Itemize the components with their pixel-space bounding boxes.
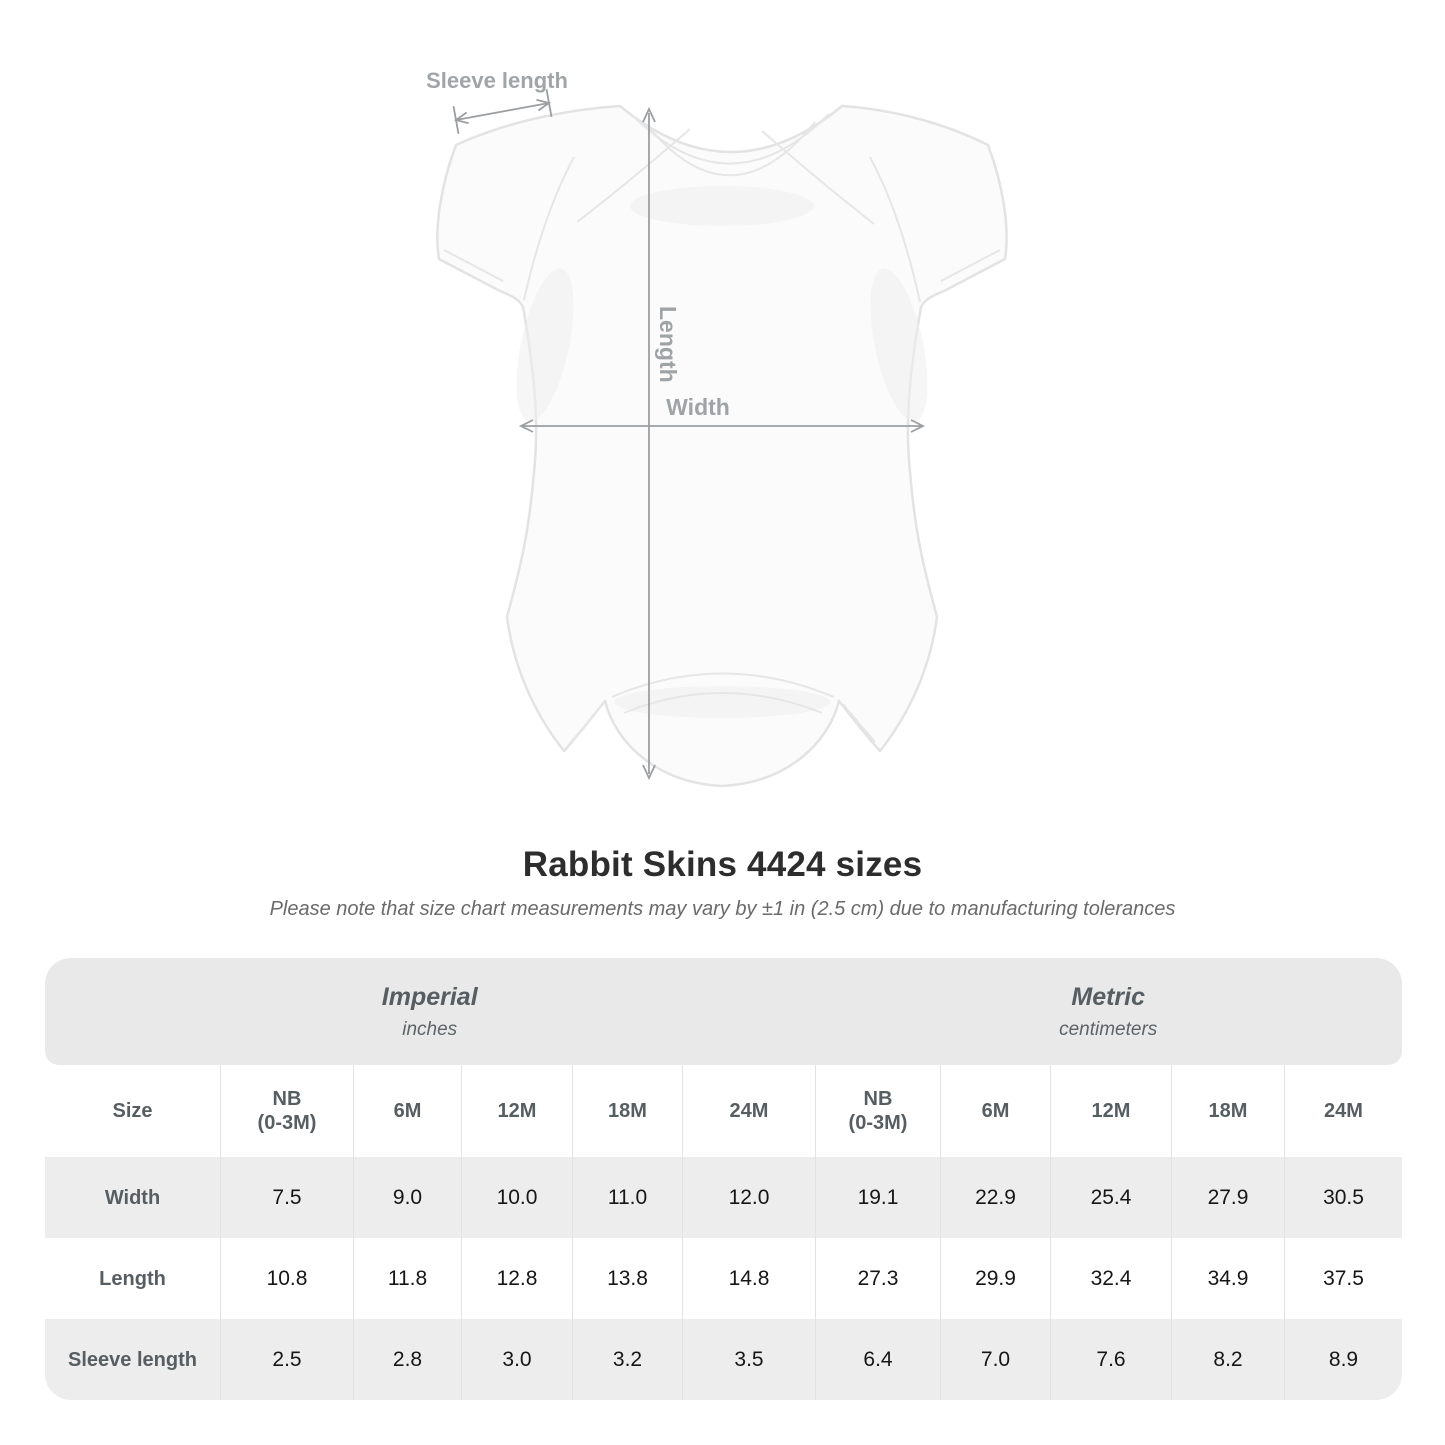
unit-group-header xyxy=(45,958,1402,1065)
column-header-6m-imperial xyxy=(353,1065,461,1157)
table-cell: 27.9 xyxy=(1171,1157,1284,1238)
table-cell: 9.0 xyxy=(353,1157,461,1238)
table-cell: 10.8 xyxy=(220,1238,353,1319)
column-header-24m-imperial xyxy=(682,1065,815,1157)
column-header-18m-metric xyxy=(1171,1065,1284,1157)
table-cell: 12.8 xyxy=(461,1238,572,1319)
table-cell: 3.5 xyxy=(682,1319,815,1400)
metric-group-header xyxy=(814,983,1402,1041)
table-cell: 30.5 xyxy=(1284,1157,1402,1238)
imperial-unit: inches xyxy=(402,1018,458,1040)
width-label: Width xyxy=(666,394,730,420)
table-cell: 27.3 xyxy=(815,1238,940,1319)
table-cell: 10.0 xyxy=(461,1157,572,1238)
row-label: Length xyxy=(99,1267,166,1290)
table-cell: 7.0 xyxy=(940,1319,1050,1400)
table-row-width xyxy=(45,1157,1402,1238)
table-row-length xyxy=(45,1238,1402,1319)
table-cell: 7.6 xyxy=(1050,1319,1171,1400)
table-cell: 3.2 xyxy=(572,1319,682,1400)
column-header-line: 12M xyxy=(1091,1100,1131,1122)
column-header-line: NB xyxy=(272,1088,302,1110)
table-cell: 7.5 xyxy=(220,1157,353,1238)
table-cell: 11.8 xyxy=(353,1238,461,1319)
metric-label: Metric xyxy=(1071,982,1146,1011)
page-title: Rabbit Skins 4424 sizes xyxy=(522,845,923,884)
table-cell: 3.0 xyxy=(461,1319,572,1400)
imperial-group-header xyxy=(45,983,814,1041)
column-header-line: (0-3M) xyxy=(257,1112,317,1134)
column-header-12m-imperial xyxy=(461,1065,572,1157)
column-header-line: 18M xyxy=(608,1100,647,1122)
table-cell: 22.9 xyxy=(940,1157,1050,1238)
row-label: Width xyxy=(104,1186,161,1209)
table-cell: 29.9 xyxy=(940,1238,1050,1319)
column-header-nb-imperial xyxy=(220,1065,353,1157)
column-header-line: (0-3M) xyxy=(848,1112,908,1134)
table-cell: 2.8 xyxy=(353,1319,461,1400)
length-label: Length xyxy=(655,306,681,383)
row-label: Sleeve length xyxy=(68,1348,197,1371)
column-header-nb-metric xyxy=(815,1065,940,1157)
table-cell: 11.0 xyxy=(572,1157,682,1238)
table-cell: 2.5 xyxy=(220,1319,353,1400)
table-row-sleeve-length xyxy=(45,1319,1402,1400)
column-header-24m-metric xyxy=(1284,1065,1402,1157)
column-header-12m-metric xyxy=(1050,1065,1171,1157)
table-cell: 25.4 xyxy=(1050,1157,1171,1238)
size-chart-table xyxy=(45,958,1402,1400)
size-column-header: Size xyxy=(112,1100,153,1122)
column-header-line: 6M xyxy=(393,1100,422,1122)
column-header-6m-metric xyxy=(940,1065,1050,1157)
column-header-line: 24M xyxy=(729,1100,769,1122)
column-header-line: 18M xyxy=(1208,1100,1248,1122)
title-block xyxy=(0,845,1445,921)
table-cell: 37.5 xyxy=(1284,1238,1402,1319)
column-header-line: NB xyxy=(863,1088,893,1110)
table-cell: 8.9 xyxy=(1284,1319,1402,1400)
tolerance-note: Please note that size chart measurements may vary by ±1 in (2.5 cm) due to manufacturing tolerances xyxy=(269,898,1176,920)
size-header-row xyxy=(45,1065,1402,1157)
imperial-label: Imperial xyxy=(381,982,478,1011)
table-cell: 14.8 xyxy=(682,1238,815,1319)
metric-unit: centimeters xyxy=(1059,1018,1158,1040)
column-header-line: 12M xyxy=(497,1100,537,1122)
table-cell: 32.4 xyxy=(1050,1238,1171,1319)
column-header-line: 6M xyxy=(981,1100,1010,1122)
table-cell: 12.0 xyxy=(682,1157,815,1238)
table-cell: 8.2 xyxy=(1171,1319,1284,1400)
column-header-18m-imperial xyxy=(572,1065,682,1157)
sleeve-length-label: Sleeve length xyxy=(426,68,568,93)
table-cell: 13.8 xyxy=(572,1238,682,1319)
bodysuit-garment xyxy=(437,106,1006,786)
table-cell: 34.9 xyxy=(1171,1238,1284,1319)
table-cell: 19.1 xyxy=(815,1157,940,1238)
column-header-line: 24M xyxy=(1324,1100,1363,1122)
table-cell: 6.4 xyxy=(815,1319,940,1400)
